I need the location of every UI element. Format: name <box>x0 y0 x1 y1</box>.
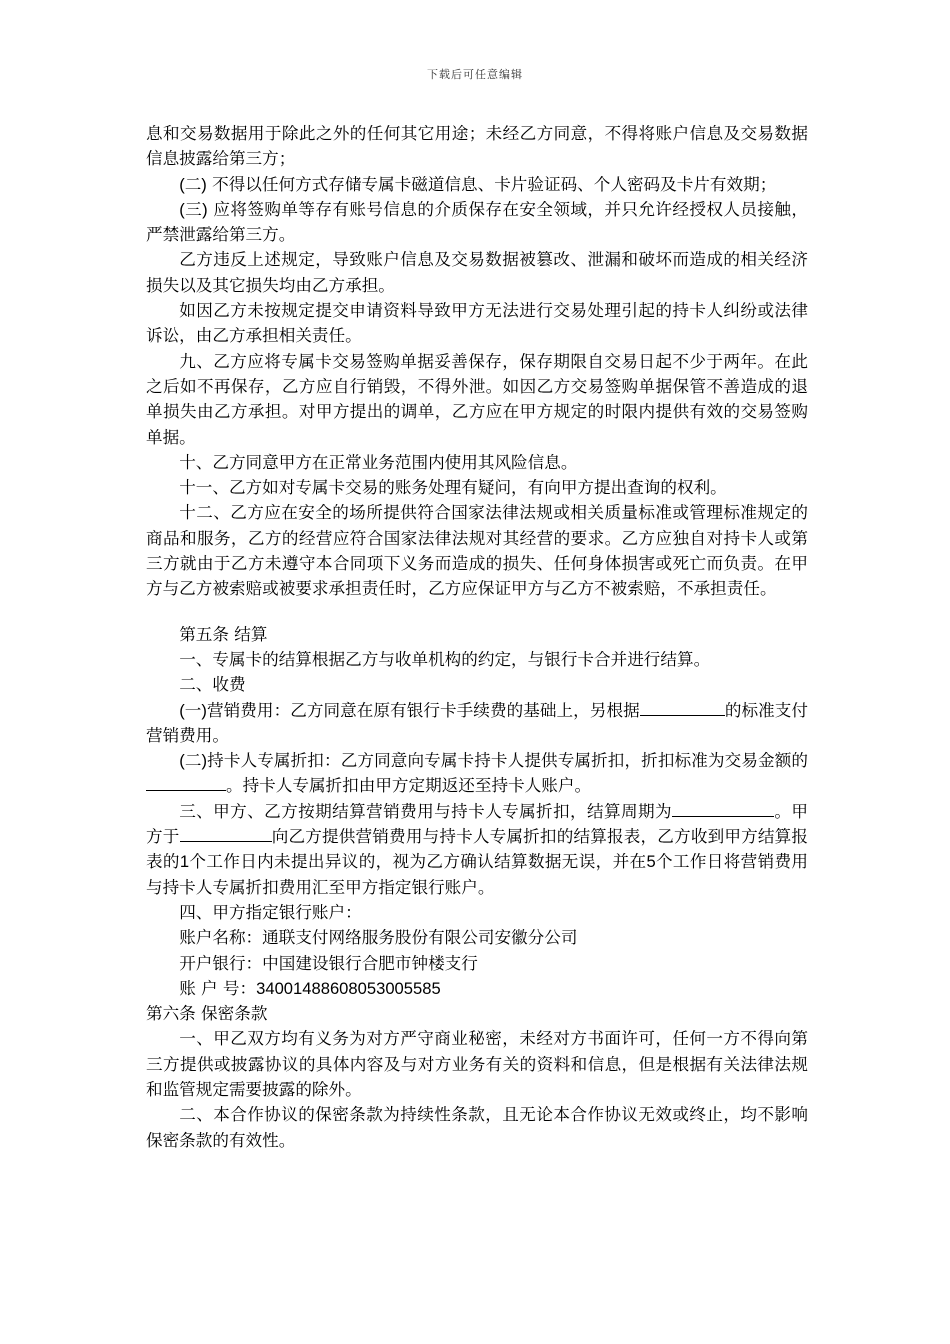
cardholder-discount-item <box>146 748 808 799</box>
account-number-label: 账 户 号： <box>179 978 257 998</box>
item-number: (一) <box>179 700 207 720</box>
document-body <box>146 121 808 1153</box>
item-number: (三) <box>179 199 208 219</box>
paragraph-text: 持卡人专属折扣：乙方同意向专属卡持卡人提供专属折扣，折扣标准为交易金额的 <box>207 751 809 771</box>
clause-ten: 十、乙方同意甲方在正常业务范围内使用其风险信息。 <box>179 452 578 472</box>
marketing-fee-item <box>146 698 808 749</box>
confidentiality-item-one: 一、甲乙双方均有义务为对方严守商业秘密，未经对方书面许可，任何一方不得向第三方提供或披露协议的具体内容及与对方业务有关的资料和信息，但是根据有关法律法规和监管规定需要披露的除外。 <box>146 1029 808 1099</box>
paragraph-text: 。甲方于 <box>146 801 809 847</box>
page-header: 下载后可任意编辑 <box>427 68 523 81</box>
clause-twelve: 十二、乙方应在安全的场所提供符合国家法律法规或相关质量标准或管理标准规定的商品和服务，乙方的经营应符合国家法律法规对其经营的要求。乙方应独自对持卡人或第三方就由于乙方未遵守本合同项下义务而造成的损失、任何身体损害或死亡而负责。在甲方与乙方被索赔或被要求承担责任时，乙方应保证甲方与乙方不被索赔，不承担责任。 <box>146 503 808 599</box>
settlement-item-four: 四、甲方指定银行账户： <box>179 902 362 922</box>
paragraph-dispute-liability: 如因乙方未按规定提交申请资料导致甲方无法进行交易处理引起的持卡人纠纷或法律诉讼，由乙方承担相关责任。 <box>146 301 808 346</box>
business-days-number: 1 <box>179 852 190 872</box>
paragraph-text: 不得以任何方式存储专属卡磁道信息、卡片验证码、个人密码及卡片有效期； <box>206 174 777 194</box>
business-days-number: 5 <box>646 852 656 872</box>
confidentiality-item-two: 二、本合作协议的保密条款为持续性条款，且无论本合作协议无效或终止，均不影响保密条款的有效性。 <box>146 1105 808 1150</box>
spacer <box>146 602 808 622</box>
paragraph-text: 个工作日内未提出异议的，视为乙方确认结算数据无误，并在 <box>189 852 647 872</box>
paragraph-no-card-data-storage <box>146 172 808 197</box>
clause-eleven: 十一、乙方如对专属卡交易的账务处理有疑问，有向甲方提出查询的权利。 <box>179 478 727 498</box>
item-number: (二) <box>179 174 207 194</box>
paragraph-text: 应将签购单等存有账号信息的介质保存在安全领域，并只允许经授权人员接触，严禁泄露给第三方。 <box>146 199 808 245</box>
account-number: 34001488608053005585 <box>256 978 441 998</box>
paragraph-text: 三、甲方、乙方按期结算营销费用与持卡人专属折扣，结算周期为 <box>179 801 673 821</box>
blank-fill-line <box>672 800 738 817</box>
article-five-title: 第五条 结算 <box>179 624 268 644</box>
paragraph-text: 的标准支付营销费用。 <box>146 700 808 745</box>
account-bank: 开户银行：中国建设银行合肥市钟楼支行 <box>179 953 478 973</box>
blank-fill-line <box>640 699 725 716</box>
settlement-item-three <box>146 799 808 900</box>
settlement-item-two: 二、收费 <box>179 675 246 695</box>
paragraph-text: 向乙方提供营销费用与持卡人专属折扣的结算报表，乙方收到甲方结算报表的 <box>146 827 808 872</box>
item-number: (二) <box>179 751 208 771</box>
account-name: 账户名称：通联支付网络服务股份有限公司安徽分公司 <box>179 928 578 948</box>
account-number-line <box>146 976 808 1001</box>
paragraph-text: 个工作日将营销费用与持卡人专属折扣费用汇至甲方指定银行账户。 <box>146 852 809 897</box>
paragraph-account-info-usage: 息和交易数据用于除此之外的任何其它用途；未经乙方同意，不得将账户信息及交易数据信息披露给第三方； <box>146 124 808 169</box>
blank-fill-line <box>146 774 226 791</box>
settlement-item-one: 一、专属卡的结算根据乙方与收单机构的约定，与银行卡合并进行结算。 <box>179 649 711 669</box>
paragraph-violation-liability: 乙方违反上述规定，导致账户信息及交易数据被篡改、泄漏和破坏而造成的相关经济损失以及其它损失均由乙方承担。 <box>146 250 808 295</box>
article-six-title: 第六条 保密条款 <box>146 1004 268 1024</box>
blank-fill-line <box>180 825 272 842</box>
paragraph-text: 。持卡人专属折扣由甲方定期返还至持卡人账户。 <box>226 776 592 796</box>
paragraph-media-safekeeping <box>146 197 808 248</box>
clause-nine: 九、乙方应将专属卡交易签购单据妥善保存，保存期限自交易日起不少于两年。在此之后如不再保存，乙方应自行销毁，不得外泄。如因乙方交易签购单据保管不善造成的退单损失由乙方承担。对甲方提出的调单，乙方应在甲方规定的时限内提供有效的交易签购单据。 <box>146 351 808 447</box>
paragraph-text: 营销费用：乙方同意在原有银行卡手续费的基础上，另根据 <box>206 700 640 720</box>
blank-fill-line <box>738 800 774 817</box>
